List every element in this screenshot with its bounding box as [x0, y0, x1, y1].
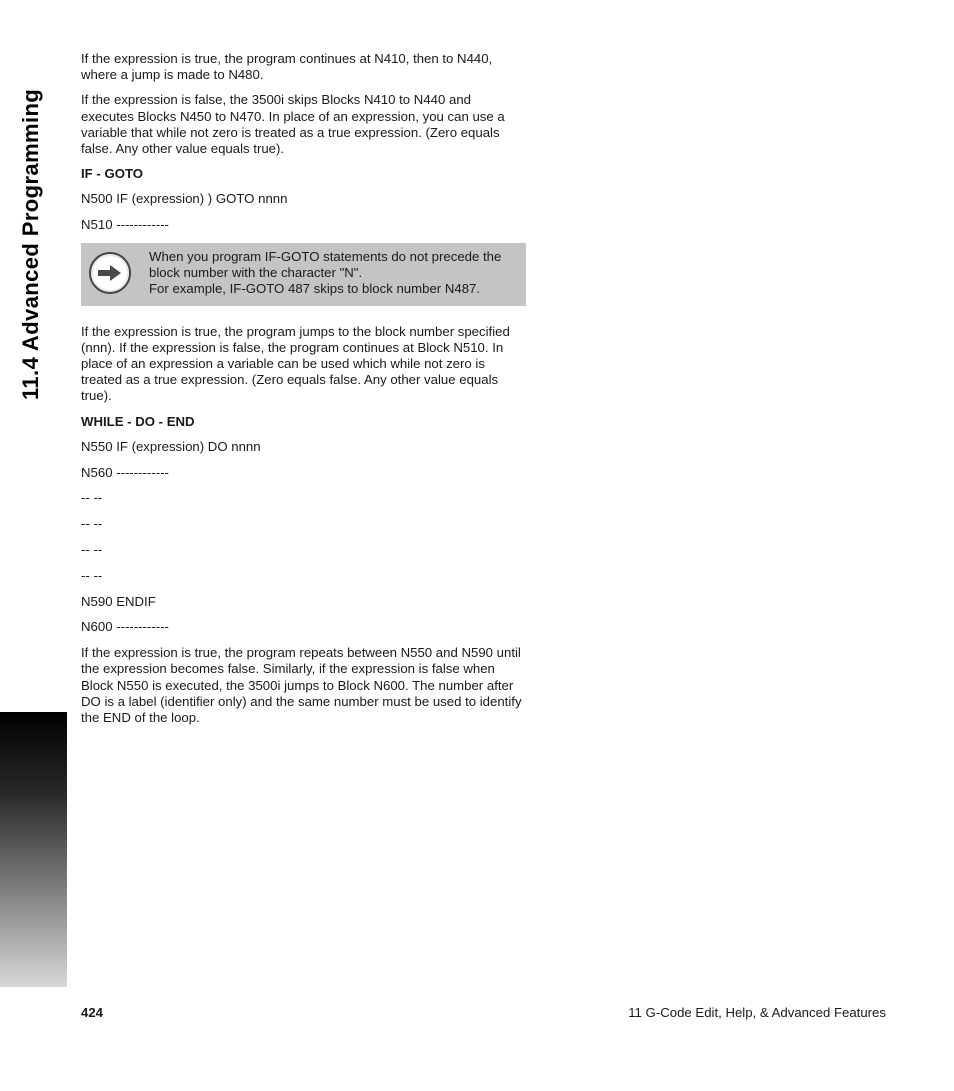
section-title: 11.4 Advanced Programming — [18, 88, 43, 400]
note-text — [149, 249, 520, 298]
note-box — [81, 243, 526, 306]
paragraph: If the expression is true, the program continues at N410, then to N440, where a jump is made to N480. — [81, 51, 493, 83]
code-line: N510 ------------ — [81, 217, 169, 233]
page-content — [81, 51, 526, 735]
arrow-right-icon — [89, 252, 131, 294]
paragraph: If the expression is false, the 3500i skips Blocks N410 to N440 and executes Blocks N450 to N470. In place of an expression, you can use a variable that while not zero is treated as a true expression. (Zero equals false. Any other value equals true). — [81, 92, 505, 157]
code-line: N590 ENDIF — [81, 593, 156, 609]
paragraph: If the expression is true, the program jumps to the block number specified (nnn). If the expression is false, the program continues at Block N510. In place of an expression a variable can be used which while not zero is treated as a true expression. (Zero equals false. Any other value equals true). — [81, 323, 510, 404]
code-line: N600 ------------ — [81, 619, 169, 635]
code-line: N500 IF (expression) ) GOTO nnnn — [81, 191, 288, 207]
note-line: When you program IF-GOTO statements do not precede the block number with the character "N". — [149, 249, 502, 281]
code-line: N560 ------------ — [81, 464, 169, 480]
heading-while-do-end: WHILE - DO - END — [81, 413, 195, 429]
note-line: For example, IF-GOTO 487 skips to block number N487. — [149, 281, 481, 297]
code-line: -- -- — [81, 516, 103, 532]
code-line: -- -- — [81, 542, 103, 558]
chapter-title: 11 G-Code Edit, Help, & Advanced Features — [628, 1005, 886, 1020]
code-line: -- -- — [81, 567, 103, 583]
code-line: -- -- — [81, 490, 103, 506]
chapter-side-tab — [0, 712, 67, 987]
code-line: N550 IF (expression) DO nnnn — [81, 438, 261, 454]
heading-if-goto: IF - GOTO — [81, 166, 144, 182]
paragraph: If the expression is true, the program repeats between N550 and N590 until the expression becomes false. Similarly, if the expression is false when Block N550 is executed, the 3500i jumps to Block N600. The number after DO is a label (identifier only) and the same number must be used to identify the END of the loop. — [81, 645, 522, 726]
page-number: 424 — [81, 1005, 104, 1020]
